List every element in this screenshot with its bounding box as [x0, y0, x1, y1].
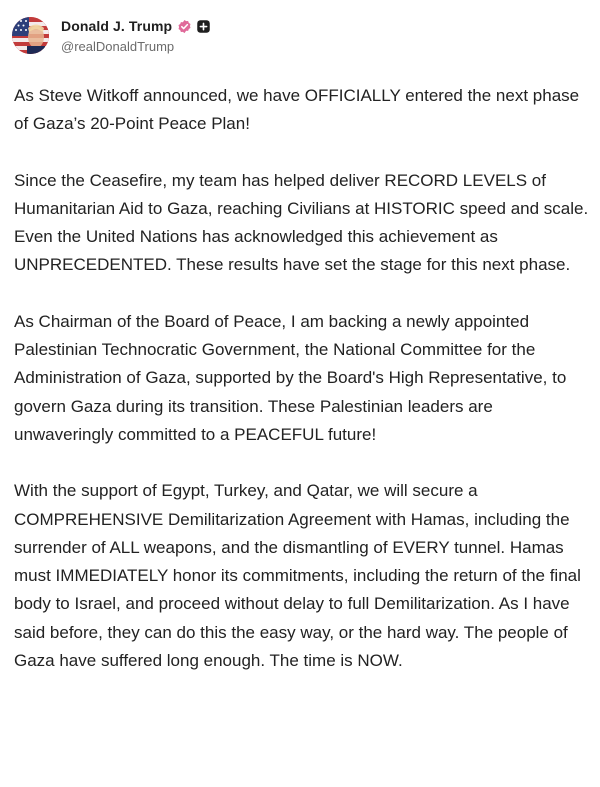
- name-row: [61, 16, 210, 36]
- user-handle[interactable]: @realDonaldTrump: [61, 39, 175, 54]
- flag-avatar-icon: [12, 17, 49, 54]
- plus-square-icon: [196, 19, 210, 33]
- post-body: [14, 82, 589, 675]
- display-name[interactable]: Donald J. Trump: [61, 18, 173, 34]
- verified-badge-icon: [177, 19, 192, 34]
- post-header: [12, 13, 210, 57]
- post-paragraph: As Chairman of the Board of Peace, I am backing a newly appointed Palestinian Technocratic Government, the National Committee for the Administration of Gaza, supported by the Board's High Representative, to govern Gaza during its transition. These Palestinian leaders are unwaveringly committed to a PEACEFUL future!: [14, 311, 567, 444]
- post-paragraph: As Steve Witkoff announced, we have OFFICIALLY entered the next phase of Gaza’s 20-Point Peace Plan!: [14, 86, 580, 134]
- author-block: [61, 16, 210, 54]
- post-paragraph: With the support of Egypt, Turkey, and Qatar, we will secure a COMPREHENSIVE Demilitarization Agreement with Hamas, including the surrender of ALL weapons, and the dismantling of EVERY tunnel. Hamas must IMMEDIATELY honor its commitments, including the return of the final body to Israel, and proceed without delay to full Demilitarization. As I have said before, they can do this the easy way, or the hard way. The people of Gaza have suffered long enough. The time is NOW.: [14, 481, 581, 671]
- post-paragraph: Since the Ceasefire, my team has helped deliver RECORD LEVELS of Humanitarian Aid to Gaza, reaching Civilians at HISTORIC speed and scale. Even the United Nations has acknowledged this achievement as UNPRECEDENTED. These results have set the stage for this next phase.: [14, 170, 589, 275]
- avatar[interactable]: [12, 17, 49, 54]
